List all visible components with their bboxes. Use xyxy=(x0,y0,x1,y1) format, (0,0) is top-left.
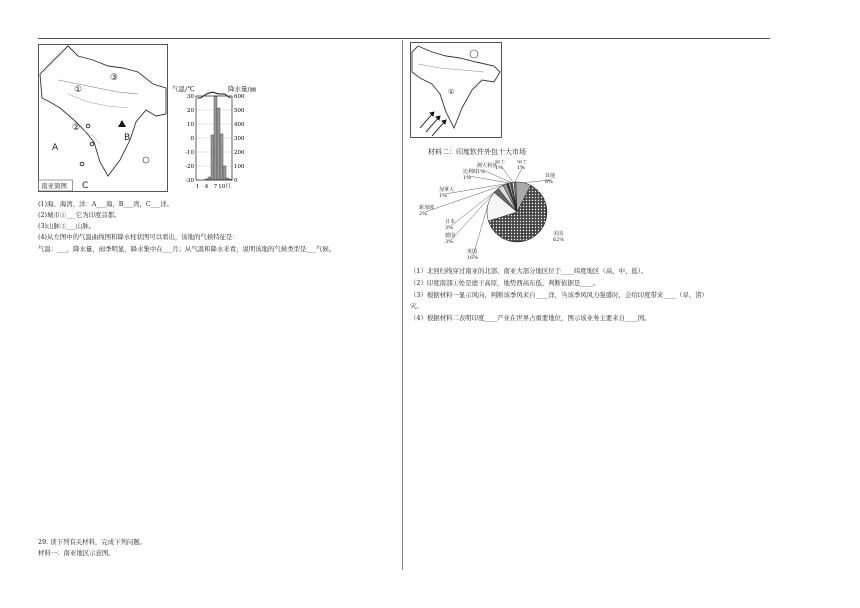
map-caption: 南亚简图 xyxy=(41,182,67,190)
pie-label-name: 比利时 xyxy=(463,169,479,175)
map-marker-1: ① xyxy=(74,85,83,95)
pie-label-pct: 2% xyxy=(419,211,427,217)
right-question-3: （3）根据材料一显示风向，判断该季风来自____洋，当该季风风力强盛时，会给印度带来____（旱、涝） xyxy=(410,291,709,299)
pie-label-name: 澳大利亚 xyxy=(477,163,498,169)
pie-label-pct: 1% xyxy=(477,169,485,175)
month-tick-label: 10月 xyxy=(218,184,231,190)
wind-map-marker-1: ① xyxy=(448,88,455,96)
map-marker-A: A xyxy=(52,143,59,153)
temp-tick-label: -30 xyxy=(185,178,194,184)
pie-label-pct: 3% xyxy=(445,225,453,231)
left-question-2: (2)城市①___它为印度首都。 xyxy=(38,211,121,219)
precip-axis-label: 降水量/㎜ xyxy=(228,85,257,93)
pie-label-pct: 1% xyxy=(463,175,471,181)
pie-label-pct: 1% xyxy=(495,165,503,171)
precip-bar xyxy=(217,108,220,180)
climate-chart xyxy=(170,84,266,192)
map-marker-3: ③ xyxy=(110,73,119,83)
precip-bar xyxy=(220,134,223,180)
pie-label-name: 新加坡 xyxy=(419,205,435,211)
precip-tick-label: 0 xyxy=(234,178,238,184)
temp-tick-label: -20 xyxy=(185,164,194,170)
left-question-4: (4)从左图中的气温曲线图和降水柱状图可以看出，该地的气候特征是： xyxy=(38,233,239,241)
pie-label-pct: 8% xyxy=(545,179,553,185)
temp-tick-label: 0 xyxy=(190,136,194,142)
pie-label-name: 加拿大 xyxy=(439,187,455,193)
pie-label-name: 美国 xyxy=(553,231,564,237)
pie-label-name: 日本 xyxy=(445,219,456,225)
pie-label-pct: 1% xyxy=(517,165,525,171)
month-tick-label: 4 xyxy=(204,184,209,190)
temp-axis-label: 气温/℃ xyxy=(172,85,195,93)
south-asia-map xyxy=(38,44,168,192)
precip-tick-label: 100 xyxy=(234,164,245,170)
precip-bar xyxy=(208,177,211,180)
pie-label-name: 德国 xyxy=(445,233,456,239)
right-question-3-cont: 灾。 xyxy=(410,302,423,310)
map-marker-C: C xyxy=(82,181,89,191)
pie-leader-line xyxy=(469,176,509,183)
temp-tick-label: -10 xyxy=(185,150,194,156)
precip-bar xyxy=(214,96,217,180)
left-question-1: (1)海、海湾、洋：A___海，B___湾，C___洋。 xyxy=(38,200,174,208)
pie-chart xyxy=(405,160,575,264)
pie-title: 材料二：印度软件外包十大市场 xyxy=(428,148,526,156)
map-marker-2: ② xyxy=(72,123,81,133)
pie-label-pct: 16% xyxy=(467,255,479,261)
precip-tick-label: 300 xyxy=(234,136,245,142)
pie-label-pct: 1% xyxy=(439,193,447,199)
pie-label-name: 其他 xyxy=(545,173,556,179)
left-question-3: (3)山脉③___山脉。 xyxy=(38,222,95,230)
pie-label-name: 瑞士 xyxy=(517,160,528,165)
header-rule xyxy=(38,38,770,39)
left-question-5: 气温：___，降水量，雨季明显，降水集中在___月；从气温和降水来看，说明该地的气候类型是___气候。 xyxy=(38,245,336,253)
month-tick-label: 1 xyxy=(195,184,200,190)
pie-label-pct: 62% xyxy=(553,237,565,243)
right-question-1: （1）北回归线穿过南亚的北部，南亚大部分地区位于____纬度地区（高、中、低）。 xyxy=(410,267,648,275)
temp-tick-label: 10 xyxy=(187,122,194,128)
temp-tick-label: 30 xyxy=(187,94,194,100)
pie-label-name: 瑞士 xyxy=(495,160,506,165)
column-divider xyxy=(402,40,403,570)
precip-bar xyxy=(223,166,226,180)
right-question-2: （2）印度南部①处是德干高原，地势西高东低，判断依据是____。 xyxy=(410,279,600,287)
precip-tick-label: 500 xyxy=(234,108,245,114)
precip-tick-label: 200 xyxy=(234,150,245,156)
pie-label-name: 英国 xyxy=(467,249,478,255)
map-marker-B: B xyxy=(124,133,131,143)
q29-title: 29. 读下列有关材料，完成下列问题。 xyxy=(38,538,147,546)
temp-tick-label: 20 xyxy=(187,108,194,114)
month-tick-label: 7 xyxy=(213,184,218,190)
q29-material-1: 材料一：南亚地区示意图。 xyxy=(38,549,115,557)
right-question-4: （4）根据材料二表明印度____产业在世界占重要地位，图示该业务主要来自____国。 xyxy=(410,314,651,322)
pie-label-pct: 3% xyxy=(445,239,453,245)
wind-map xyxy=(410,42,502,138)
precip-tick-label: 600 xyxy=(234,94,245,100)
precip-bar xyxy=(211,135,214,180)
precip-tick-label: 400 xyxy=(234,122,245,128)
